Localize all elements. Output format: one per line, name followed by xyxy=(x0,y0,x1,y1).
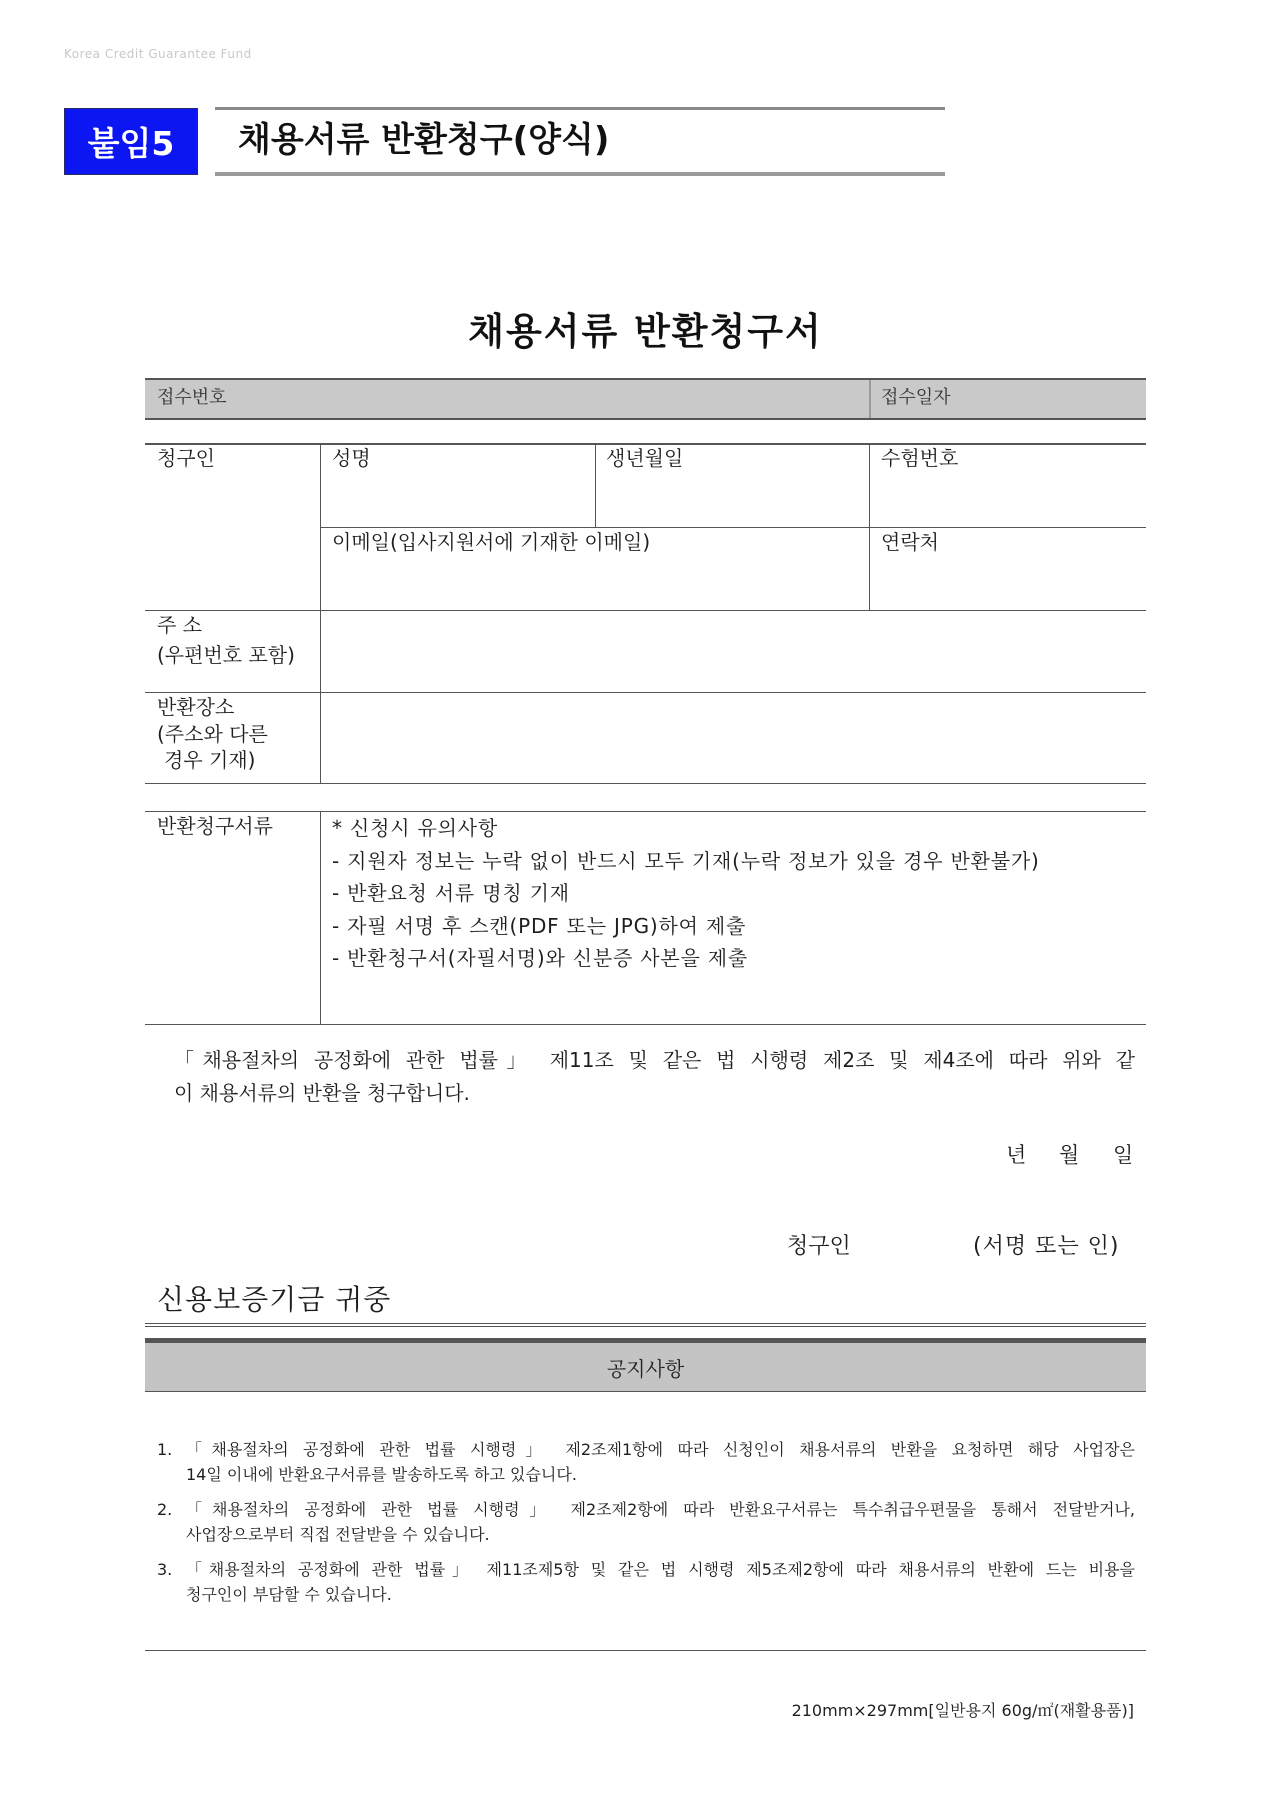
statement-line: 이 채용서류의 반환을 청구합니다. xyxy=(174,1081,470,1105)
document-title: 채용서류 반환청구(양식) xyxy=(238,120,610,160)
paper-spec-footer: 210mm×297mm[일반용지 60g/㎡(재활용품)] xyxy=(791,1701,1134,1720)
return-place-note-line2: 경우 기재) xyxy=(164,748,256,772)
notice-item-number: 2. xyxy=(157,1500,173,1519)
signature-note: (서명 또는 인) xyxy=(973,1234,1120,1259)
return-place-top-rule xyxy=(145,692,1146,693)
documents-note-item: - 반환청구서(자필서명)와 신분증 사본을 제출 xyxy=(332,946,749,971)
notice-item xyxy=(157,1437,1135,1487)
notice-item-line: 사업장으로부터 직접 전달받을 수 있습니다. xyxy=(186,1525,490,1544)
attachment-badge: 붙임5 xyxy=(64,108,198,175)
date-month: 월 xyxy=(1059,1143,1080,1167)
documents-bottom-rule xyxy=(145,1024,1146,1025)
notice-title-bar xyxy=(145,1338,1146,1392)
title-bottom-rule xyxy=(215,172,945,176)
claimant-table-bottom-rule xyxy=(145,783,1146,784)
address-label-note: (우편번호 포함) xyxy=(157,643,295,667)
organization-header: Korea Credit Guarantee Fund xyxy=(64,47,252,61)
return-place-note-line1: (주소와 다른 xyxy=(157,722,268,746)
signature-claimant-label: 청구인 xyxy=(787,1234,851,1259)
exam-number-field-label: 수험번호 xyxy=(881,446,959,470)
notice-item xyxy=(157,1497,1135,1547)
return-place-label: 반환장소 xyxy=(157,695,235,719)
receipt-row xyxy=(145,378,1146,420)
documents-label: 반환청구서류 xyxy=(157,814,273,838)
email-field-label: 이메일(입사지원서에 기재한 이메일) xyxy=(332,530,651,554)
documents-column-rule xyxy=(320,811,321,1024)
notice-item-line: 「채용절차의 공정화에 관한 법률 시행령」 제2조제1항에 따라 신청인이 채용서류의 반환을 요청하면 해당 사업장은 xyxy=(186,1440,1135,1459)
documents-note-item: - 지원자 정보는 누락 없이 반드시 모두 기재(누락 정보가 있을 경우 반환불가) xyxy=(332,848,1040,873)
name-birth-divider xyxy=(595,443,596,527)
footer-rule xyxy=(145,1650,1146,1651)
statement-line: 「채용절차의 공정화에 관한 법률」 제11조 및 같은 법 시행령 제2조 및 제4조에 따라 위와 같 xyxy=(174,1048,1135,1072)
notice-item xyxy=(157,1557,1135,1607)
recipient: 신용보증기금 귀중 xyxy=(157,1283,392,1316)
receipt-date-label: 접수일자 xyxy=(881,387,951,408)
notice-title: 공지사항 xyxy=(606,1356,685,1381)
notice-item-line: 14일 이내에 반환요구서류를 발송하도록 하고 있습니다. xyxy=(186,1465,577,1484)
notice-item-number: 1. xyxy=(157,1440,173,1459)
label-column-rule xyxy=(320,443,321,783)
right-column-divider xyxy=(869,443,870,610)
receipt-divider xyxy=(869,380,871,418)
receipt-number-label: 접수번호 xyxy=(157,387,227,408)
contact-field-label: 연락처 xyxy=(881,530,939,554)
birthdate-field-label: 생년월일 xyxy=(606,446,684,470)
documents-notes xyxy=(332,812,1040,975)
documents-note-heading: * 신청시 유의사항 xyxy=(332,816,498,840)
notice-item-line: 「채용절차의 공정화에 관한 법률 시행령」 제2조제2항에 따라 반환요구서류는 특수취급우편물을 통해서 전달받거나, xyxy=(186,1500,1135,1519)
documents-note-item: - 반환요청 서류 명칭 기재 xyxy=(332,881,570,906)
form-title: 채용서류 반환청구서 xyxy=(468,310,823,353)
address-label: 주 소 xyxy=(157,613,202,637)
documents-note-item: - 자필 서명 후 스캔(PDF 또는 JPG)하여 제출 xyxy=(332,913,747,938)
name-field-label: 성명 xyxy=(332,446,371,470)
date-day: 일 xyxy=(1113,1143,1134,1167)
address-top-rule xyxy=(145,610,1146,611)
title-top-rule xyxy=(215,107,945,110)
notice-item-line: 「채용절차의 공정화에 관한 법률」 제11조제5항 및 같은 법 시행령 제5조제2항에 따라 채용서류의 반환에 드는 비용을 xyxy=(186,1560,1135,1579)
recipient-double-rule xyxy=(145,1323,1146,1327)
request-statement xyxy=(174,1044,1135,1110)
notice-item-number: 3. xyxy=(157,1560,173,1579)
claimant-label: 청구인 xyxy=(157,446,215,470)
date-year: 년 xyxy=(1006,1143,1027,1167)
notice-item-line: 청구인이 부담할 수 있습니다. xyxy=(186,1585,392,1604)
